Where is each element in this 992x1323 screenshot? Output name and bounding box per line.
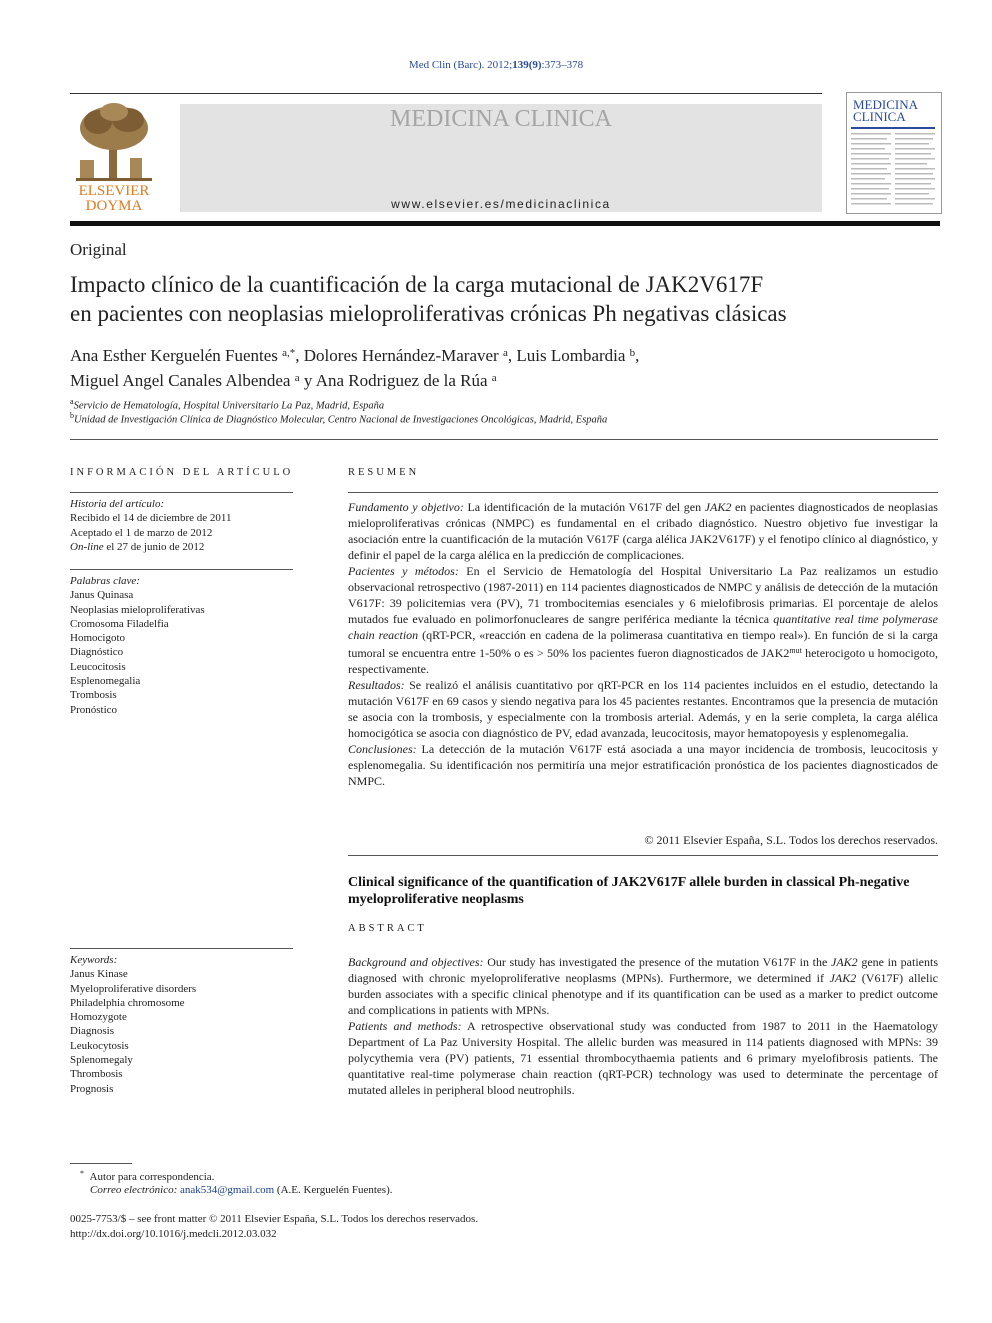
resumen-p2-sup: mut xyxy=(789,646,802,655)
abstract-p2-text: A retrospective observational study was conducted from 1987 to 2011 in the Haematology Department of La Paz University Hospital. The allelic burden was measured in 114 patients diagnosed with MPNs: 39 polycythemia vera (PV) patients, 71 essential thrombocythaemia patients and 6 primary myelofibrosis patients. The quantitative real-time polymerase chain reaction (qRT-PCR) technology was used to determinate the percentage of mutated alleles in peripheral blood neutrophils. xyxy=(348,1019,938,1097)
section-divider xyxy=(70,439,938,440)
accepted-date: Aceptado el 1 de marzo de 2012 xyxy=(70,526,213,539)
cover-title xyxy=(847,93,941,123)
keyword-item: Trombosis xyxy=(70,689,117,702)
resumen-p4-label: Conclusiones: xyxy=(348,742,417,756)
keyword-item: Pronóstico xyxy=(70,703,118,716)
affiliation-mark: b xyxy=(70,411,74,420)
keywords-en-label: Keywords: xyxy=(70,954,118,966)
abstract-p1-text: gene in patients diagnosed with chronic myeloproliferative neoplasms (MPNs). Furthermore, we determined if xyxy=(348,955,939,985)
keyword-item: Splenomegaly xyxy=(70,1054,133,1067)
email-label: Correo electrónico: xyxy=(90,1184,178,1196)
keyword-item: Prognosis xyxy=(70,1082,114,1095)
author-name[interactable]: Luis Lombardia xyxy=(516,346,626,365)
affiliation-b xyxy=(70,411,607,426)
logo-line-elsevier: ELSEVIER xyxy=(78,183,150,199)
author-affiliation-mark[interactable]: a xyxy=(502,347,508,359)
author-separator: , xyxy=(507,346,517,365)
citation-issue: (9) xyxy=(528,59,542,71)
abstract-paragraph xyxy=(348,954,938,1018)
keyword-item: Leucocitosis xyxy=(70,660,126,673)
correspondence-footnote xyxy=(80,1169,214,1183)
affiliation-a xyxy=(70,397,384,412)
resumen-end-rule xyxy=(348,855,938,856)
resumen-p2-text: (qRT-PCR, «reacción en cadena de la polimerasa cuantitativa en tiempo real»). En función de si la carga tumoral se encuentra entre 1-50% o es > 50% los pacientes fueron diagnosticados de JAK2 xyxy=(348,628,938,660)
gene-name: JAK2 xyxy=(829,971,857,985)
keywords-es xyxy=(70,574,293,717)
author-list xyxy=(70,342,940,392)
elsevier-doyma-logo[interactable] xyxy=(70,100,158,212)
author-name[interactable]: Ana Rodriguez de la Rúa xyxy=(315,371,488,390)
author-name[interactable]: Miguel Angel Canales Albendea xyxy=(70,371,291,390)
article-title-line1: Impacto clínico de la cuantificación de la carga mutacional de JAK2V617F xyxy=(70,272,764,297)
author-name[interactable]: Ana Esther Kerguelén Fuentes xyxy=(70,346,278,365)
keywords-es-label: Palabras clave: xyxy=(70,575,140,587)
header-rule xyxy=(70,93,822,94)
author-separator: y xyxy=(299,371,316,390)
journal-title: MEDICINA CLINICA xyxy=(390,106,612,132)
abstract-heading: ABSTRACT xyxy=(348,923,427,934)
cover-contents-graphic xyxy=(847,123,939,209)
keyword-item: Thrombosis xyxy=(70,1068,123,1081)
resumen-p2-technique: quantitative real time polymerase chain reaction xyxy=(348,612,938,642)
english-title: Clinical significance of the quantification of JAK2V617F allele burden in classical Ph-negative myeloproliferative neoplasms xyxy=(348,875,910,907)
article-title-line2: en pacientes con neoplasias mieloproliferativas crónicas Ph negativas clásicas xyxy=(70,301,787,326)
citation-pages: :373–378 xyxy=(541,59,584,71)
keyword-item: Diagnosis xyxy=(70,1025,114,1038)
resumen-p1-text: en pacientes diagnosticados de neoplasias mieloproliferativas crónicas (NMPC) es fundamental en el cribado diagnóstico. Nuestro objetivo fue investigar la asociación entre la cuantificación de la mutación V617F (carga alélica JAK2V617F) y el fenotipo clínico al diagnóstico, y definir el papel de la carga alélica en la predicción de complicaciones. xyxy=(348,500,938,562)
keyword-item: Janus Kinase xyxy=(70,968,128,981)
abstract-p2-label: Patients and methods: xyxy=(348,1019,462,1033)
keyword-item: Cromosoma Filadelfia xyxy=(70,617,169,630)
keywords-rule xyxy=(70,569,293,570)
abstract-p1-text: (V617F) allelic burden associates with a specific clinical phenotype and if its quantification can be used as a marker to predict outcome and complications in patients with MPNs. xyxy=(348,971,938,1017)
keyword-item: Diagnóstico xyxy=(70,646,124,659)
keyword-item: Myeloproliferative disorders xyxy=(70,982,197,995)
journal-url-link[interactable]: www.elsevier.es/medicinaclinica xyxy=(391,197,611,211)
author-affiliation-mark[interactable]: a,* xyxy=(282,347,296,359)
resumen-body xyxy=(348,499,938,789)
resumen-p3-label: Resultados: xyxy=(348,678,405,692)
resumen-paragraph xyxy=(348,563,938,677)
resumen-p3-text: Se realizó el análisis cuantitativo por qRT-PCR en los 114 pacientes incluidos en el estudio, detectando la mutación V617F en 69 casos y siendo negativa para los 45 pacientes restantes. Encontramos que la presencia de mutación se asocia con la trombosis, y especialmente con la trombosis arterial. Además, y en la serie completa, la carga alélica homocigótica se asocia con diagnóstico de PV, edad avanzada, leucocitosis, mayor hematopoyesis y esplenomegalia. xyxy=(348,678,938,740)
author-name[interactable]: Dolores Hernández-Maraver xyxy=(303,346,499,365)
gene-name: JAK2 xyxy=(831,955,858,969)
article-title xyxy=(70,270,940,328)
resumen-paragraph xyxy=(348,741,938,789)
author-affiliation-mark[interactable]: a xyxy=(294,372,300,384)
resumen-p4-text: La detección de la mutación V617F está asociada a una mayor incidencia de trombosis, leucocitosis y esplenomegalia. Su identificación nos permitiría una mejor estratificación pronóstica de los pacientes diagnosticados de NMPC. xyxy=(348,742,938,788)
resumen-rule xyxy=(348,492,938,493)
keyword-item: Homocigoto xyxy=(70,632,125,645)
logo-line-doyma: DOYMA xyxy=(85,198,143,212)
author-separator: , xyxy=(635,346,640,365)
keyword-item: Neoplasias mieloproliferativas xyxy=(70,603,205,616)
citation-volume: 139 xyxy=(512,59,529,71)
doi-link[interactable]: http://dx.doi.org/10.1016/j.medcli.2012.03.032 xyxy=(70,1228,277,1240)
article-section-label: Original xyxy=(70,240,127,259)
resumen-p2-text: En el Servicio de Hematología del Hospital Universitario La Paz realizamos un estudio observacional retrospectivo (1987-2011) en 114 pacientes diagnosticados de NMPC y análisis de detección de la mutación V617F: 39 policitemias vera (PV), 71 trombocitemias esenciales y 6 mielofibrosis primarias. El porcentaje de alelos mutados fue evaluado en polimorfonucleares de sangre periférica mediante la técnica xyxy=(348,564,939,626)
resumen-p1-label: Fundamento y objetivo: xyxy=(348,500,464,514)
online-date-value: el 27 de junio de 2012 xyxy=(103,540,205,553)
received-date: Recibido el 14 de diciembre de 2011 xyxy=(70,512,232,525)
email-footnote xyxy=(90,1184,392,1196)
cover-title-line1: MEDICINA xyxy=(853,97,918,112)
resumen-heading: RESUMEN xyxy=(348,467,420,478)
resumen-p2-text: heterocigoto u homocigoto, respectivamente. xyxy=(348,646,938,676)
article-history xyxy=(70,497,293,554)
affiliation-mark: a xyxy=(70,397,74,406)
article-info-rule xyxy=(70,492,293,493)
issn-line: 0025-7753/$ – see front matter © 2011 Elsevier España, S.L. Todos los derechos reservados. xyxy=(70,1213,479,1225)
online-label: On-line xyxy=(70,540,104,553)
journal-citation[interactable] xyxy=(0,59,992,71)
author-affiliation-mark[interactable]: a xyxy=(491,372,497,384)
author-affiliation-mark[interactable]: b xyxy=(629,347,636,359)
footnote-mark: * xyxy=(80,1169,84,1178)
affiliation-text: Servicio de Hematología, Hospital Universitario La Paz, Madrid, España xyxy=(73,400,385,412)
resumen-paragraph xyxy=(348,677,938,741)
footnote-rule xyxy=(70,1163,132,1164)
author-separator: , xyxy=(295,346,304,365)
cover-title-line2: CLINICA xyxy=(853,109,906,124)
header-thick-rule xyxy=(70,221,940,226)
affiliation-text: Unidad de Investigación Clínica de Diagnóstico Molecular, Centro Nacional de Investigaciones Oncológicas, Madrid, España xyxy=(74,414,608,426)
gene-name: JAK2 xyxy=(704,500,732,514)
correspondence-text: Autor para correspondencia. xyxy=(89,1171,215,1183)
history-label: Historia del artículo: xyxy=(70,498,165,510)
email-owner: (A.E. Kerguelén Fuentes). xyxy=(274,1184,393,1196)
keyword-item: Homozygote xyxy=(70,1011,127,1024)
keywords-en xyxy=(70,953,293,1096)
online-date xyxy=(70,540,293,554)
resumen-paragraph xyxy=(348,499,938,563)
keyword-item: Philadelphia chromosome xyxy=(70,996,185,1009)
journal-cover-thumbnail[interactable] xyxy=(846,92,942,214)
abstract-p1-label: Background and objectives: xyxy=(348,955,484,969)
resumen-p2-label: Pacientes y métodos: xyxy=(348,564,459,578)
abstract-body xyxy=(348,954,938,1098)
citation-prefix: Med Clin (Barc). 2012; xyxy=(408,59,513,71)
keyword-item: Janus Quinasa xyxy=(70,589,134,602)
abstract-p1-text: Our study has investigated the presence of the mutation V617F in the xyxy=(483,955,831,969)
elsevier-tree-icon xyxy=(70,100,158,212)
resumen-copyright: © 2011 Elsevier España, S.L. Todos los derechos reservados. xyxy=(644,833,938,847)
resumen-p1-text: La identificación de la mutación V617F del gen xyxy=(463,500,705,514)
keyword-item: Esplenomegalia xyxy=(70,675,141,688)
article-info-heading: INFORMACIÓN DEL ARTÍCULO xyxy=(70,467,294,478)
keywords-en-rule xyxy=(70,948,293,949)
email-link[interactable]: anak534@gmail.com xyxy=(180,1184,275,1196)
keyword-item: Leukocytosis xyxy=(70,1039,129,1052)
abstract-paragraph xyxy=(348,1018,938,1098)
